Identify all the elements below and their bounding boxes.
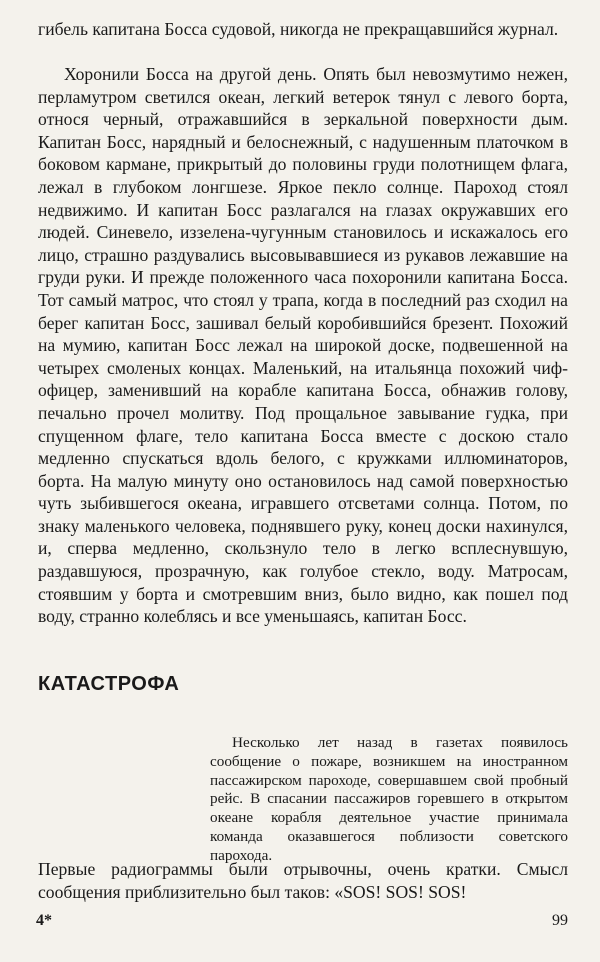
paragraph-2: Хоронили Босса на другой день. Опять был невозмутимо нежен, перламутром светился океан, легкий ветерок тянул с левого борта, относя черный, отражавшийся в зеркальной поверхности дым. Капитан Босс, нарядный и белоснежный, с надушенным платочком в боковом кармане, прикрытый до половины груди полотнищем флага, лежал в глубоком лонгшезе. Яркое пекло солнце. Пароход стоял недвижимо. И капитан Босс разлагался на глазах окружавших его людей. Синевело, иззелена-чугунным становилось и искажалось его лицо, страшно раздувались высовывавшиеся из рукавов лежавшие на груди руки. И прежде положенного часа похоронили капитана Босса. Тот самый матрос, что стоял у трапа, когда в последний раз сходил на берег капитан Босс, зашивал белый коробившийся брезент. Похожий на мумию, капитан Босс лежал на широкой доске, подвешенной на четырех смоленых концах. Маленький, на итальянца похожий чиф-офицер, заменивший на корабле капитана Босса, обнажив голову, печально прочел молитву. Под прощальное завывание гудка, при спущенном флаге, тело капитана Босса вместе с доскою стало медленно спускаться вдоль белого, с кружками иллюминаторов, борта. На малую минуту оно остановилось над самой поверхностью чуть зыбившегося океана, игравшего отсветами солнца. Потом, по знаку маленького человека, поднявшего руку, конец доски нахинулся, и, сперва медленно, скользнуло тело в легко всплеснувшую, раздавшуюся, прозрачную, как голубое стекло, воду. Матросам, стоявшим у борта и смотревшим вниз, было видно, как пошел под воду, странно колеблясь и все уменьшаясь, капитан Босс. xyxy=(38,64,568,627)
section-heading: КАТАСТРОФА xyxy=(38,673,180,695)
printer-signature: 4* xyxy=(36,912,52,929)
page-number: 99 xyxy=(552,912,568,929)
paragraph-1: гибель капитана Босса судовой, никогда не прекращавшийся журнал. xyxy=(38,19,559,39)
epigraph: Несколько лет назад в газетах появилось сообщение о пожаре, возникшем на иностранном пассажирском пароходе, совершавшем свой пробный рейс. В спасании пассажиров горевшего в открытом океане корабля деятельное участие принимала команда оказавшегося поблизости советского парохода. xyxy=(210,734,568,864)
paragraph-3: Первые радиограммы были отрывочны, очень кратки. Смысл сообщения приблизительно был таков: «SOS! SOS! SOS! xyxy=(38,859,568,902)
